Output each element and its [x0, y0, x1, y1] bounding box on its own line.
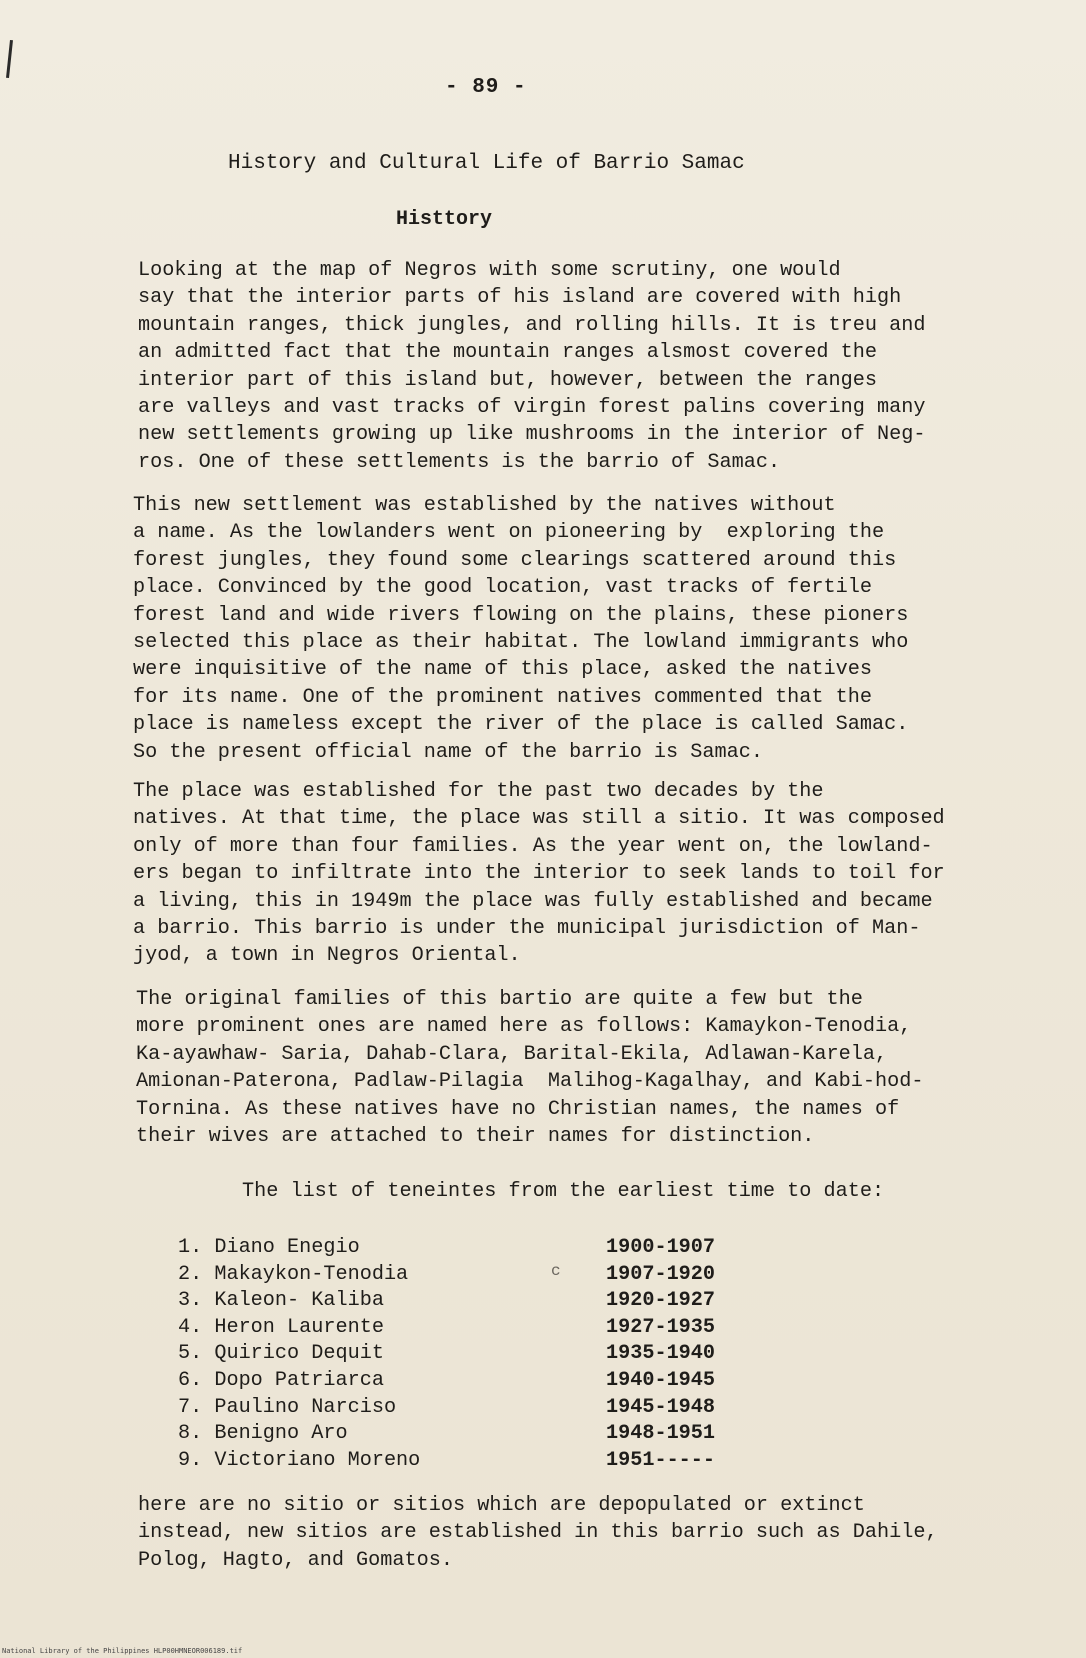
teniente-years: 1927-1935: [606, 1315, 716, 1339]
teniente-years: 1940-1945: [606, 1368, 716, 1392]
teniente-years: 1907-1920: [606, 1262, 716, 1286]
paragraph-3: The place was established for the past two decades by the natives. At that time, the place was still a sitio. It was composed only of more than four families. As the year went on, the lowland- ers began to infiltrate into the interior to seek lands to toil for a living, this in 1949m the place was fully established and became a barrio. This barrio is under the municipal jurisdiction of Man- jyod, a town in Negros Oriental.: [133, 780, 945, 968]
list-item: [178, 1449, 738, 1476]
teniente-name: 2. Makaykon-Tenodia: [178, 1262, 409, 1286]
list-item: [178, 1369, 738, 1396]
teniente-name: 8. Benigno Aro: [178, 1422, 348, 1446]
scan-footer: National Library of the Philippines HLP00HMNEOR006189.tif: [2, 1647, 243, 1655]
paragraph-1: Looking at the map of Negros with some scrutiny, one would say that the interior parts of his island are covered with high mountain ranges, thick jungles, and rolling hills. It is treu and an admitted fact that the mountain ranges alsmost covered the interior part of this island but, however, between the ranges are valleys and vast tracks of virgin forest palins covering many new settlements growing up like mushrooms in the interior of Neg- ros. One of these settlements is the barrio of Samac.: [138, 259, 926, 474]
stray-mark: c: [551, 1262, 561, 1280]
tenientes-list-intro: The list of teneintes from the earliest time to date:: [242, 1180, 885, 1203]
teniente-years: 1948-1951: [606, 1422, 716, 1446]
teniente-name: 3. Kaleon- Kaliba: [178, 1289, 384, 1313]
teniente-name: 4. Heron Laurente: [178, 1315, 384, 1339]
list-item: [178, 1342, 738, 1369]
teniente-years: 1920-1927: [606, 1289, 716, 1313]
list-item: [178, 1289, 738, 1316]
teniente-name: 1. Diano Enegio: [178, 1236, 360, 1259]
section-heading: Histtory: [396, 208, 493, 231]
teniente-years: 1945-1948: [606, 1395, 716, 1419]
list-item: [178, 1396, 738, 1423]
tenientes-list: [178, 1236, 738, 1475]
teniente-name: 6. Dopo Patriarca: [178, 1368, 384, 1392]
document-title: History and Cultural Life of Barrio Samac: [228, 152, 745, 175]
list-item: [178, 1422, 738, 1449]
list-item: [178, 1236, 738, 1263]
page-number: - 89 -: [445, 76, 527, 99]
edge-ink-mark: [6, 40, 13, 78]
teniente-years: 1951-----: [606, 1448, 716, 1472]
teniente-name: 7. Paulino Narciso: [178, 1395, 397, 1419]
paragraph-2: This new settlement was established by the natives without a name. As the lowlanders went on pioneering by exploring the forest jungles, they found some clearings scattered around this place. Convinced by the good location, vast tracks of fertile forest land and wide rivers flowing on the plains, these pioners selected this place as their habitat. The lowland immigrants who were inquisitive of the name of this place, asked the natives for its name. One of the prominent natives commented that the place is nameless except the river of the place is called Samac. So the present official name of the barrio is Samac.: [133, 494, 909, 764]
list-item: [178, 1316, 738, 1343]
paragraph-5: here are no sitio or sitios which are depopulated or extinct instead, new sitios are established in this barrio such as Dahile, Polog, Hagto, and Gomatos.: [138, 1494, 938, 1572]
teniente-years: 1900-1907: [606, 1236, 716, 1259]
teniente-name: 9. Victoriano Moreno: [178, 1448, 421, 1472]
paragraph-4: The original families of this bartio are quite a few but the more prominent ones are named here as follows: Kamaykon-Tenodia, Ka-ayawhaw- Saria, Dahab-Clara, Barital-Ekila, Adlawan-Karela, Amionan-Paterona, Padlaw-Pilagia Malihog-Kagalhay, and Kabi-hod- Tornina. As these natives have no Christian names, the names of their wives are attached to their names for distinction.: [136, 988, 924, 1149]
list-item: [178, 1263, 738, 1290]
teniente-years: 1935-1940: [606, 1342, 716, 1366]
teniente-name: 5. Quirico Dequit: [178, 1342, 384, 1366]
